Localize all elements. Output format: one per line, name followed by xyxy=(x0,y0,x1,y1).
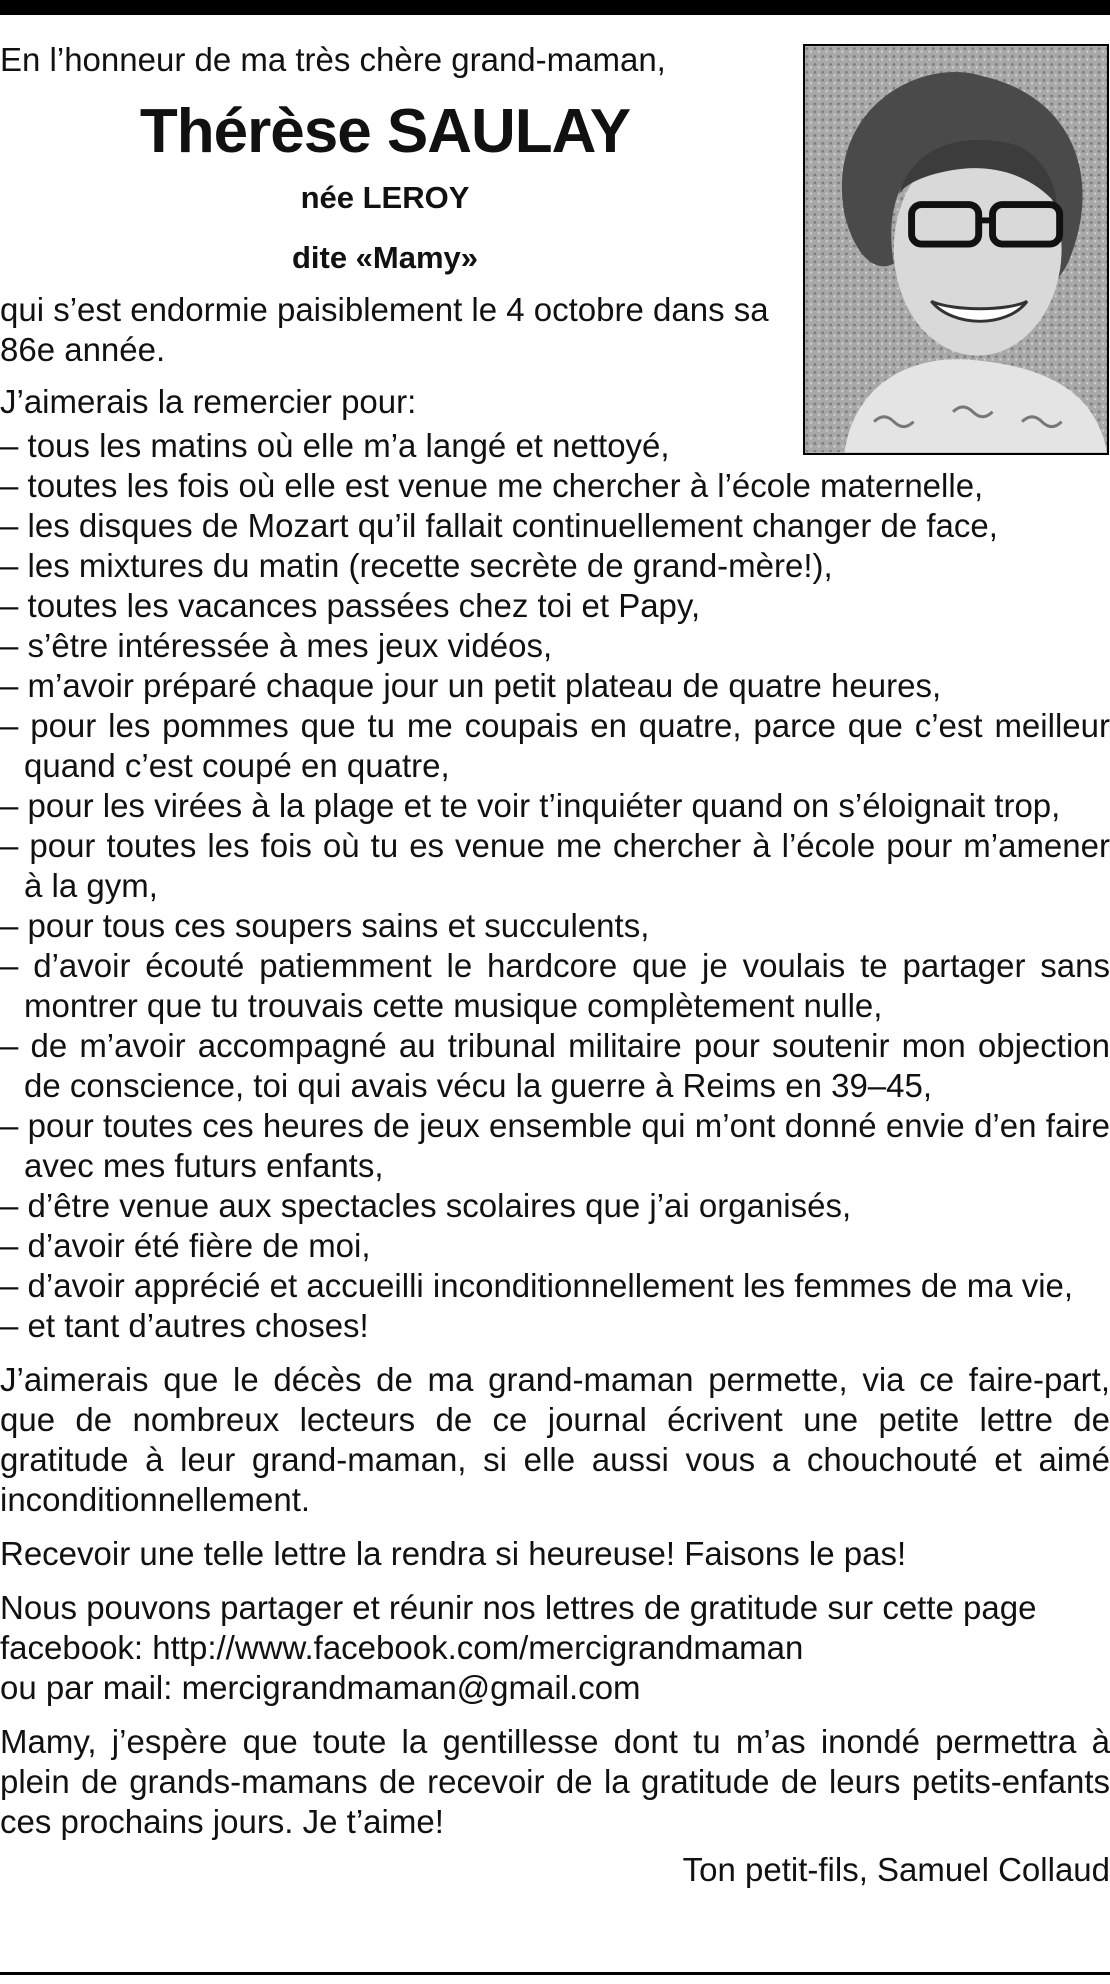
obituary-text xyxy=(0,40,1110,1890)
maiden-name: née LEROY xyxy=(300,180,470,215)
facebook-line: Nous pouvons partager et réunir nos lettres de gratitude sur cette page facebook: http://www.facebook.com/mercigrandmaman xyxy=(0,1589,1037,1666)
list-item: – tous les matins où elle m’a langé et nettoyé, xyxy=(0,426,1110,466)
list-item: – les mixtures du matin (recette secrète de grand-mère!), xyxy=(0,546,1110,586)
thanks-intro: J’aimerais la remercier pour: xyxy=(0,383,417,420)
closing-paragraph: Mamy, j’espère que toute la gentillesse dont tu m’as inondé permettra à plein de grands-mamans de recevoir de la gratitude de leurs petits-enfants ces prochains jours. Je t’aime! xyxy=(0,1723,1110,1840)
list-item: – pour les pommes que tu me coupais en quatre, parce que c’est meilleur quand c’est coupé en quatre, xyxy=(0,706,1110,786)
list-item: – pour les virées à la plage et te voir t’inquiéter quand on s’éloignait trop, xyxy=(0,786,1110,826)
list-item: – d’avoir écouté patiemment le hardcore que je voulais te partager sans montrer que tu trouvais cette musique complètement nulle, xyxy=(0,946,1110,1026)
list-item: – d’avoir été fière de moi, xyxy=(0,1226,1110,1266)
signature: Ton petit-fils, Samuel Collaud xyxy=(682,1851,1110,1888)
list-item: – s’être intéressée à mes jeux vidéos, xyxy=(0,626,1110,666)
top-rule xyxy=(0,0,1110,15)
deceased-name: Thérèse SAULAY xyxy=(139,97,631,166)
bottom-rule xyxy=(0,1972,1110,1975)
list-item: – pour toutes ces heures de jeux ensemble qui m’ont donné envie d’en faire avec mes futurs enfants, xyxy=(0,1106,1110,1186)
share-paragraph xyxy=(0,1588,1110,1708)
list-item: – les disques de Mozart qu’il fallait continuellement changer de face, xyxy=(0,506,1110,546)
list-item: – d’être venue aux spectacles scolaires que j’ai organisés, xyxy=(0,1186,1110,1226)
wish-paragraph: J’aimerais que le décès de ma grand-maman permette, via ce faire-part, que de nombreux lecteurs de ce journal écrivent une petite lettre de gratitude à leur grand-maman, si elle aussi vous a chouchouté et aimé inconditionnellement. xyxy=(0,1361,1110,1518)
list-item: – de m’avoir accompagné au tribunal militaire pour soutenir mon objection de conscience, toi qui avais vécu la guerre à Reims en 39–45, xyxy=(0,1026,1110,1106)
list-item: – et tant d’autres choses! xyxy=(0,1306,1110,1346)
passing-line: qui s’est endormie paisiblement le 4 octobre dans sa 86e année. xyxy=(0,291,769,368)
list-item: – toutes les fois où elle est venue me chercher à l’école maternelle, xyxy=(0,466,1110,506)
thanks-list xyxy=(0,426,1110,1346)
list-item: – d’avoir apprécié et accueilli inconditionnellement les femmes de ma vie, xyxy=(0,1266,1110,1306)
intro-line: En l’honneur de ma très chère grand-maman, xyxy=(0,41,666,78)
happy-paragraph: Recevoir une telle lettre la rendra si heureuse! Faisons le pas! xyxy=(0,1535,907,1572)
email-line: ou par mail: mercigrandmaman@gmail.com xyxy=(0,1669,641,1706)
nickname: dite «Mamy» xyxy=(291,240,479,275)
list-item: – m’avoir préparé chaque jour un petit plateau de quatre heures, xyxy=(0,666,1110,706)
list-item: – pour toutes les fois où tu es venue me chercher à l’école pour m’amener à la gym, xyxy=(0,826,1110,906)
list-item: – toutes les vacances passées chez toi et Papy, xyxy=(0,586,1110,626)
list-item: – pour tous ces soupers sains et succulents, xyxy=(0,906,1110,946)
